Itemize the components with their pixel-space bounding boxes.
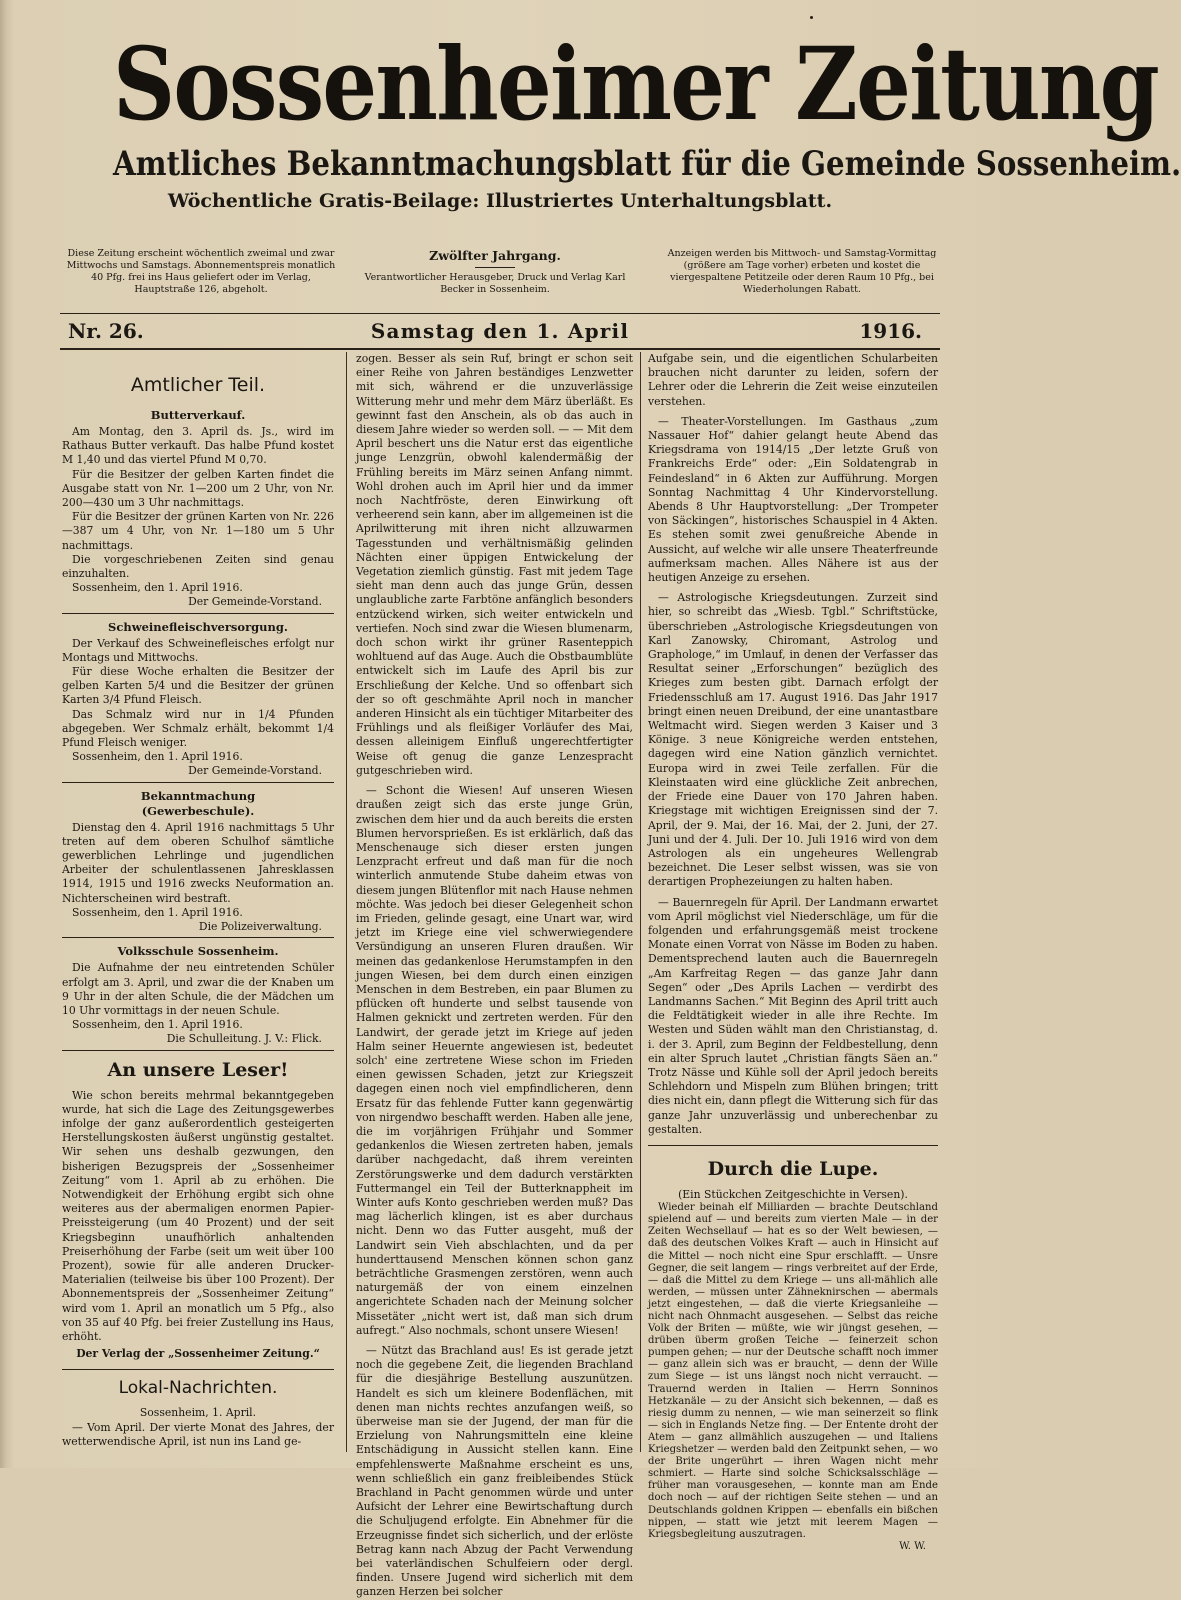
issue-bar — [60, 313, 940, 350]
poem-signature: W. W. — [899, 1540, 926, 1552]
divider — [62, 1050, 334, 1051]
column-3 — [648, 352, 938, 1553]
signature: Der Gemeinde-Vorstand. — [188, 595, 322, 609]
dateline: Sossenheim, den 1. April 1916. — [72, 905, 243, 919]
signature: Der Gemeinde-Vorstand. — [188, 764, 322, 778]
column-rule — [346, 352, 347, 1452]
paragraph: Am Montag, den 3. April ds. Js., wird im Rathaus Butter verkauft. Das halbe Pfund kostet M 1,40 und das viertel Pfund M 0,70. — [62, 425, 334, 467]
weekly-supplement-line: Wöchentliche Gratis-Beilage: Illustriertes Unterhaltungsblatt. — [167, 190, 833, 212]
publisher-signature: Der Verlag der „Sossenheimer Zeitung.“ — [76, 1347, 320, 1361]
paragraph: Aufgabe sein, und die eigentlichen Schularbeiten brauchen nicht darunter zu leiden, sofern der Lehrer oder die Lehrerin die Zeit weise einzuteilen verstehen. — [648, 352, 938, 408]
poem-text: Wieder beinah elf Milliarden — brachte Deutschland spielend auf — und bereits zum vierten Male — in der Zeiten Wechsellauf — hat es so der Welt bewiesen, — daß des deutschen Volkes Kraft — auch in Hinsicht auf die Mittel — noch nicht eine Spur erschlafft. — Unsre Gegner, die seit langem — rings verbreitet auf der Erde, — daß die Mittel zu dem Kriege — uns all-mählich alle werden, — müssen unter Zähneknirschen — abermals jetzt eingestehen, — daß die vierte Kriegsanleihe — nicht nach Ohnmacht ausgesehen. — Selbst das reiche Volk der Briten — müßte, wie wir jüngst gesehen, — drüben überm großen Teiche — feinerzeit schon pumpen gehen; — nur der Deutsche schafft noch immer — ganz allein sich was er braucht, — denn der Wille zum Siege — ist uns längst noch nicht verraucht. — Trauernd werden in Italien — Herrn Sonninos Hetzkanäle — zu der Ansicht sich bekennen, — daß es riesig dumm zu nennen, — wie man seinerzeit so flink — sich in Englands Netze fing. — Der Entente droht der Atem — ganz allmählich auszugehen — und Italiens Kriegshetzer — werden bald den Zeitpunkt sehen, — wo der Brite ungerührt — ihren Wagen nicht mehr schmiert. — Harte sind solche Schicksalsschläge — früher man vorausgesehen, — konnte man am Ende doch noch — auf der richtigen Seite stehen — und an Deutschlands goldnen Krippen — ebenfalls ein bißchen nippen, — statt wie jetzt mit leerem Magen — Kriegsbegleitung auszutragen. — [648, 1202, 938, 1540]
paragraph: Der Verkauf des Schweinefleisches erfolgt nur Montags und Mittwochs. — [62, 636, 334, 664]
paragraph-schont-die-wiesen: — Schont die Wiesen! Auf unseren Wiesen draußen zeigt sich das erste junge Grün, zwischen dem hier und da auch bereits die ersten Blumen hervorsprießen. Es ist erklärlich, daß das Menschenauge sich dieser ersten jungen Lenzpracht erfreut und daß man für die noch winterlich anmutende Stube daheim etwas von diesem jungen Blütenflor mit nach Hause nehmen möchte. Was jedoch bei dieser Gelegenheit schon im Frieden, gelinde gesagt, eine Unart war, wird jetzt im Kriege eine viel schwerwiegendere Versündigung an unseren Fluren draußen. Wir meinen das gedankenlose Herumstampfen in den jungen Wiesen, bei dem durch einen einzigen Menschen in dem Bestreben, ein paar Blumen zu pflücken oft hunderte und selbst tausende von Halmen geknickt und zertreten werden. Für den Landwirt, der gerade jetzt im Kriege auf jeden Halm seiner Heuernte angewiesen ist, bedeutet solch' eine zertretene Wiese schon im Frieden einen gewissen Schaden, jetzt zur Kriegszeit dagegen einen noch viel empfindlicheren, denn Ersatz für das fehlende Futter kann gegenwärtig von nirgendwo beschafft werden. Haben alle jene, die im vorjährigen Frühjahr und Sommer gedankenlos die Wiesen zertreten haben, jemals darüber nachgedacht, daß ihrem vereinten Zerstörungswerke und dem dadurch verstärkten Futtermangel ein Teil der Butterknappheit im Winter aufs Konto geschrieben werden muß? Das mag lächerlich klingen, ist es aber durchaus nicht. Denn wo das Futter ausgeht, muß der Landwirt sein Vieh abschlachten, und da per hunderttausend Menschen können schon ganz beträchtliche Grasmengen zerstören, wenn auch naturgemäß der von einem einzelnen angerichtete Schaden nach der Meinung solcher Missetäter „nicht wert ist, daß man sich drum aufregt.“ Also nochmals, schont unsere Wiesen! — [356, 784, 633, 1337]
lokal-dateline: Sossenheim, 1. April. — [139, 1406, 257, 1420]
poem — [648, 1202, 938, 1553]
issue-number: Nr. 26. — [68, 319, 144, 343]
paragraph: Wie schon bereits mehrmal bekanntgegeben wurde, hat sich die Lage des Zeitungsgewerbes infolge der ganz außerordentlich gesteigerten Herstellungskosten äußerst ungünstig gestaltet. Wir sehen uns deshalb gezwungen, den bisherigen Bezugspreis der „Sossenheimer Zeitung“ vom 1. April ab zu erhöhen. Die Notwendigkeit der Erhöhung ergibt sich ohne weiteres aus der abermaligen enormen Papier-Preissteigerung (um 40 Prozent) und der seit Kriegsbeginn unaufhörlich anhaltenden Preiserhöhung der Farbe (seit um weit über 100 Prozent), sowie für alle anderen Drucker-Materialien (teilweise bis über 100 Prozent). Der Abonnementspreis der „Sossenheimer Zeitung“ wird vom 1. April an monatlich um 5 Pfg., also von 35 auf 40 Pfg. bei freier Zustellung ins Haus, erhöht. — [62, 1088, 334, 1343]
paragraph-bauernregeln: — Bauernregeln für April. Der Landmann erwartet vom April möglichst viel Niederschläge, um für die folgenden und erfahrungsgemäß meist trockene Monate einen Vorrat von Nässe im Boden zu haben. Dementsprechend lauten auch die Bauernregeln „Am Karfreitag Regen — das ganze Jahr dann Segen“ oder „Des Aprils Lachen — verdirbt des Landmanns Sachen.“ Mit Beginn des April tritt auch die Feldtätigkeit wieder in alle ihre Rechte. Im Westen und Süden wählt man den Christianstag, d. i. der 3. April, zum Beginn der Feldbestellung, denn ein alter Spruch lautet „Christian fängts Säen an.“ Trotz Nässe und Kühle soll der April jedoch bereits Schlehdorn und Mispeln zum Blühen bringen; tritt dies nicht ein, dann pflegt die Witterung sich für das ganze Jahr unzuverlässig und unberechenbar zu gestalten. — [648, 895, 938, 1136]
advertising-info: Anzeigen werden bis Mittwoch- und Samstag-Vormittag (größere am Tage vorher) erbeten und kostet die viergespaltene Petitzeile oder deren Raum 10 Pfg., bei Wiederholungen Rabatt. — [667, 248, 937, 295]
signature: Die Schulleitung. J. V.: Flick. — [166, 1032, 322, 1046]
issue-year: 1916. — [859, 319, 922, 343]
paragraph: Für die Besitzer der grünen Karten von Nr. 226—387 um 4 Uhr, von Nr. 1—180 um 5 Uhr nachmittags. — [62, 510, 334, 552]
ink-dot — [810, 16, 813, 19]
section-heading-amtlich: Amtlicher Teil. — [130, 374, 266, 396]
paragraph: zogen. Besser als sein Ruf, bringt er schon seit einer Reihe von Jahren beständiges Lenzwetter mit sich, während er die unzuverlässige Witterung mehr und mehr dem März überläßt. Es gewinnt fast den Anschein, als ob das auch in diesem Jahre wieder so werden soll. — — Mit dem April beschert uns die Natur erst das eigentliche junge Lenzgrün, obwohl kalendermäßig der Frühling bereits im März seinen Anfang nimmt. Wohl drohen auch im April hier und da immer noch Nachtfröste, deren Einwirkung oft verheerend sein kann, aber im allgemeinen ist die Aprilwitterung mit ihren nicht allzuwarmen Tagesstunden und verhältnismäßig gelinden Nächten einer üppigen Entwickelung der Vegetation ziemlich günstig. Fast mit jedem Tage sieht man denn auch das junge Grün, dessen unglaubliche zarte Farbtöne anfänglich besonders entzückend wirken, sich weiter entwickeln und vertiefen. Noch sind zwar die Wiesen blumenarm, doch schon wirkt ihr grüner Rasenteppich wohltuend auf das Auge. Auch die Obstbaumblüte entwickelt sich im Laufe des April bis zur Erschließung der Kelche. Und so offenbart sich der so oft geschmähte April noch in mancher anderen Hinsicht als ein tüchtiger Mitarbeiter des Frühlings und als fleißiger Vorläufer des Mai, dessen alleinigem Einfluß ungerechtfertigter Weise oft genug die ganze Lenzespracht gutgeschrieben wird. — [356, 352, 633, 777]
heading-an-unsere-leser: An unsere Leser! — [107, 1058, 289, 1081]
column-1 — [62, 352, 334, 1449]
heading-durch-die-lupe: Durch die Lupe. — [707, 1157, 879, 1180]
volume-year: Zwölfter Jahrgang. — [429, 248, 561, 263]
subscription-info: Diese Zeitung erscheint wöchentlich zweimal und zwar Mittwochs und Samstags. Abonnementspreis monatlich 40 Pfg. frei ins Haus geliefert oder im Verlag, Hauptstraße 126, abgeholt. — [66, 248, 336, 295]
divider — [648, 1145, 938, 1146]
paragraph: Die vorgeschriebenen Zeiten sind genau einzuhalten. — [62, 552, 334, 581]
paragraph: Dienstag den 4. April 1916 nachmittags 5 Uhr treten auf dem oberen Schulhof sämtliche gewerblichen Lehrlinge und jugendlichen Arbeiter der schulentlassenen Jahresklassen 1914, 1915 und 1916 zwecks Neuformation an. Nichterscheinen wird bestraft. — [62, 820, 334, 905]
paragraph: — Vom April. Der vierte Monat des Jahres, der wetterwendische April, ist nun ins Land ge- — [62, 1420, 334, 1448]
paragraph: Für diese Woche erhalten die Besitzer der gelben Karten 5/4 und die Besitzer der grünen Karten 3/4 Pfund Fleisch. — [62, 665, 334, 707]
publisher-text: Verantwortlicher Herausgeber, Druck und Verlag Karl Becker in Sossenheim. — [364, 272, 626, 295]
heading-butterverkauf: Butterverkauf. — [150, 408, 246, 422]
heading-schweinefleisch: Schweinefleischversorgung. — [108, 619, 288, 634]
dateline: Sossenheim, den 1. April 1916. — [72, 1018, 243, 1032]
column-2 — [356, 352, 633, 1600]
masthead — [50, 25, 1181, 214]
heading-lokal-nachrichten: Lokal-Nachrichten. — [118, 1378, 278, 1399]
lupe-subtitle: (Ein Stückchen Zeitgeschichte in Versen). — [678, 1187, 908, 1201]
heading-bekanntmachung: Bekanntmachung — [140, 788, 256, 803]
dateline: Sossenheim, den 1. April 1916. — [72, 750, 243, 764]
publisher-info — [360, 248, 630, 296]
paragraph-brachland: — Nützt das Brachland aus! Es ist gerade jetzt noch die gegebene Zeit, die liegenden Brachland für die diesjährige Bestellung auszunützen. Handelt es sich um kleinere Bodenflächen, mit denen man nichts rechtes anzufangen weiß, so überweise man sie der Jugend, der man für die Erzielung von Nahrungsmitteln eine kleine Entschädigung in Aussicht stellen kann. Eine empfehlenswerte Maßnahme erscheint es uns, wenn schließlich ein ganz freibleibendes Stück Brachland in Pacht genommen würde und unter Aufsicht der Lehrer eine Bewirtschaftung durch die Schuljugend erfolgte. Ein Abnehmer für die Erzeugnisse findet sich sicherlich, und der erlöste Betrag kann nach Abzug der Pacht Verwendung bei vaterländischen Schulfeiern oder dergl. finden. Unsere Jugend wird sicherlich mit dem ganzen Herzen bei solcher — [356, 1344, 633, 1599]
heading-volksschule: Volksschule Sossenheim. — [117, 944, 279, 959]
paragraph-theater: — Theater-Vorstellungen. Im Gasthaus „zum Nassauer Hof“ dahier gelangt heute Abend das Kriegsdrama von 1914/15 „Der letzte Gruß von Frankreichs Erde“ oder: „Ein Soldatengrab in Feindesland“ in 6 Akten zur Aufführung. Morgen Sonntag Nachmittag 4 Uhr Kindervorstellung. Abends 8 Uhr Hauptvorstellung: „Der Trompeter von Säckingen“, historisches Schauspiel in 4 Akten. Es stehen somit zwei genußreiche Abende in Aussicht, auf welche wir alle unsere Theaterfreunde aufmerksam machen. Alles Nähere ist aus der heutigen Anzeige zu ersehen. — [648, 414, 938, 585]
divider — [62, 782, 334, 783]
divider — [62, 613, 334, 614]
paragraph-astrologie: — Astrologische Kriegsdeutungen. Zurzeit sind hier, so schreibt das „Wiesb. Tgbl.“ Schriftstücke, überschrieben „Astrologische Kriegsdeutungen von Karl Zanowsky, Chiromant, Astrolog und Graphologe,“ im Umlauf, in denen der Verfasser das Resultat seiner „Erforschungen“ bezüglich des Krieges zum besten gibt. Darnach erfolgt der Friedensschluß am 17. August 1916. Das Jahr 1917 bringt einen neuen Dreibund, der eine unantastbare Weltmacht wird. Siegen werden 3 Kaiser und 3 Könige. 3 neue Königreiche werden entstehen, dagegen wird eine Nation gänzlich vernichtet. Europa wird in zwei Teile zerfallen. Für die Kleinstaaten wird eine glückliche Zeit anbrechen, der Friede eine Dauer von 170 Jahren haben. Kriegstage mit wichtigen Ereignissen sind der 7. April, der 9. Mai, der 16. Mai, der 2. Juni, der 27. Juni und der 4. Juli. Der 10. Juli 1916 wird von dem Astrologen als ein ungeheures Wellengrab bezeichnet. Die Leser selbst wissen, was sie von derartigen Prophezeiungen zu halten haben. — [648, 591, 938, 889]
paragraph: Das Schmalz wird nur in 1/4 Pfunden abgegeben. Wer Schmalz erhält, bekommt 1/4 Pfund Fleisch weniger. — [62, 707, 334, 750]
issue-date: Samstag den 1. April — [370, 319, 630, 343]
dateline: Sossenheim, den 1. April 1916. — [72, 581, 243, 595]
divider — [62, 1369, 334, 1370]
newspaper-subtitle: Amtliches Bekanntmachungsblatt für die Gemeinde Sossenheim. — [113, 144, 1181, 184]
divider — [475, 267, 515, 268]
signature: Die Polizeiverwaltung. — [198, 920, 322, 934]
paragraph: Die Aufnahme der neu eintretenden Schüler erfolgt am 3. April, und zwar die der Knaben um 9 Uhr in der alten Schule, die der Mädchen um 10 Uhr vormittags in der neuen Schule. — [62, 961, 334, 1017]
divider — [62, 937, 334, 938]
heading-gewerbeschule: (Gewerbeschule). — [141, 803, 255, 818]
newspaper-title: Sossenheimer Zeitung — [113, 25, 1159, 143]
column-rule — [640, 352, 641, 1452]
paragraph: Für die Besitzer der gelben Karten findet die Ausgabe statt von Nr. 1—200 um 2 Uhr, von Nr. 200—430 um 3 Uhr nachmittags. — [62, 467, 334, 510]
